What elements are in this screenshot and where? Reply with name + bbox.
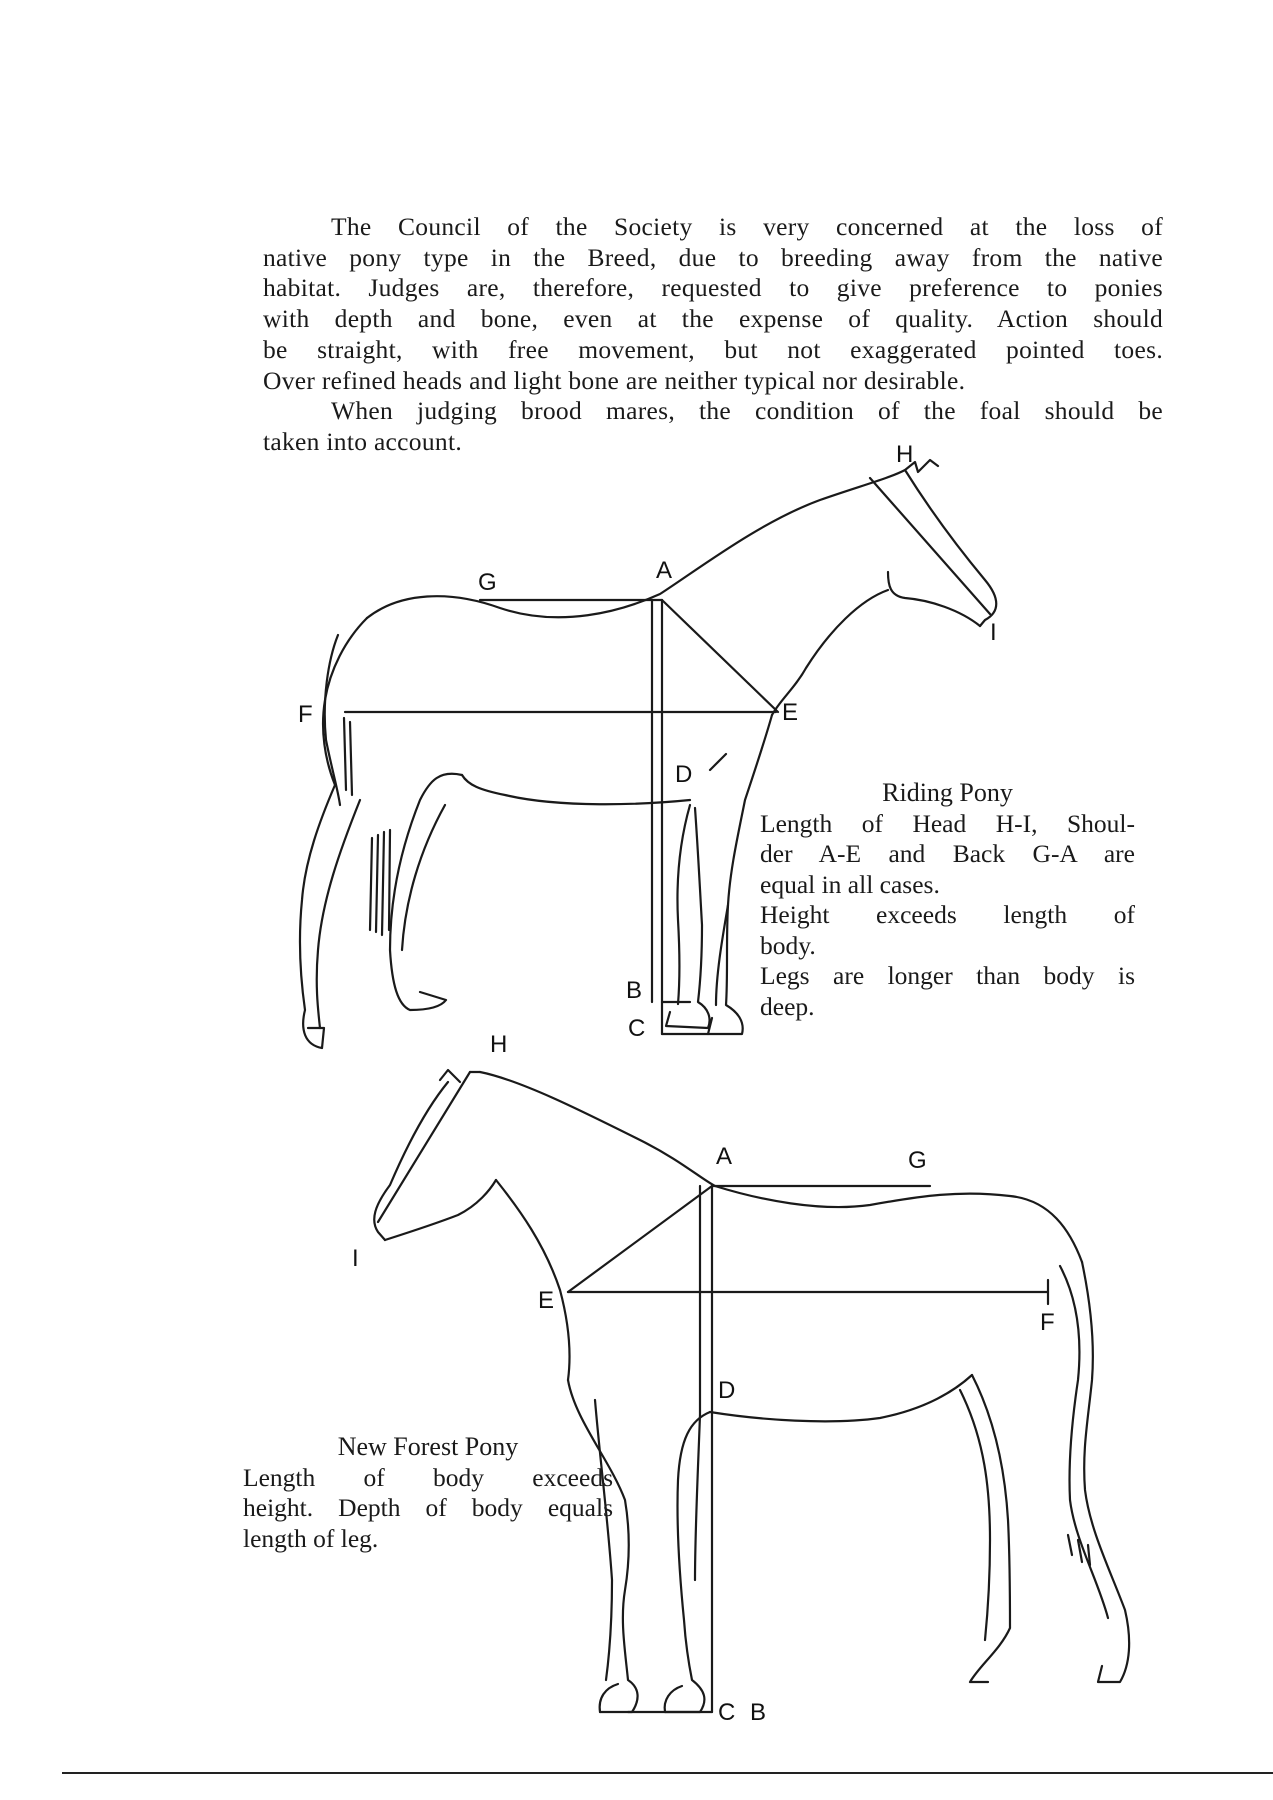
caption-line: length of leg. [243,1523,379,1553]
label-h: H [896,441,914,468]
label-e: E [538,1287,555,1314]
label-a: A [656,557,673,584]
caption-line: height. Depth of body equals [243,1493,613,1522]
label-b: B [750,1699,767,1726]
intro-line: The Council of the Society is very concerned at the loss of [331,212,1163,241]
label-f: F [1040,1309,1055,1336]
label-c: C [718,1699,736,1726]
caption-line: Height exceeds length of [760,900,1135,929]
intro-line: be straight, with free movement, but not exaggerated pointed toes. [263,334,1163,364]
caption-line: body. [760,930,816,960]
riding-pony-title: Riding Pony [882,778,1013,807]
label-b: B [626,977,643,1004]
label-h: H [490,1031,508,1058]
caption-line: deep. [760,991,815,1021]
label-g: G [478,569,497,596]
label-c: C [628,1015,646,1042]
label-e: E [782,699,799,726]
intro-line: When judging brood mares, the condition of the foal should be [331,396,1163,426]
caption-line: equal in all cases. [760,869,940,899]
label-g: G [908,1147,927,1174]
label-d: D [675,761,693,788]
intro-line: Over refined heads and light bone are neither typical nor desirable. [263,365,966,395]
caption-line: Legs are longer than body is [760,961,1135,990]
caption-line: der A-E and Back G-A are [760,839,1135,868]
new-forest-pony-drawing [374,1070,1129,1712]
label-i: I [990,619,997,646]
new-forest-pony-labels [352,1031,1055,1726]
intro-line: habitat. Judges are, therefore, requested to give preference to ponies [263,273,1163,303]
intro-line: native pony type in the Breed, due to breeding away from the native [263,242,1163,272]
label-i: I [352,1245,359,1272]
caption-line: Length of Head H-I, Shoul- [760,808,1135,838]
riding-pony-caption [760,778,1135,1022]
caption-line: Length of body exceeds [243,1462,613,1492]
new-forest-pony-title: New Forest Pony [337,1432,519,1461]
new-forest-pony-caption [243,1432,613,1554]
intro-line: with depth and bone, even at the expense of quality. Action should [263,304,1163,334]
intro-line: taken into account. [263,426,463,456]
bottom-rule [62,1772,1273,1774]
label-f: F [298,701,313,728]
label-d: D [718,1377,736,1404]
label-a: A [716,1143,733,1170]
